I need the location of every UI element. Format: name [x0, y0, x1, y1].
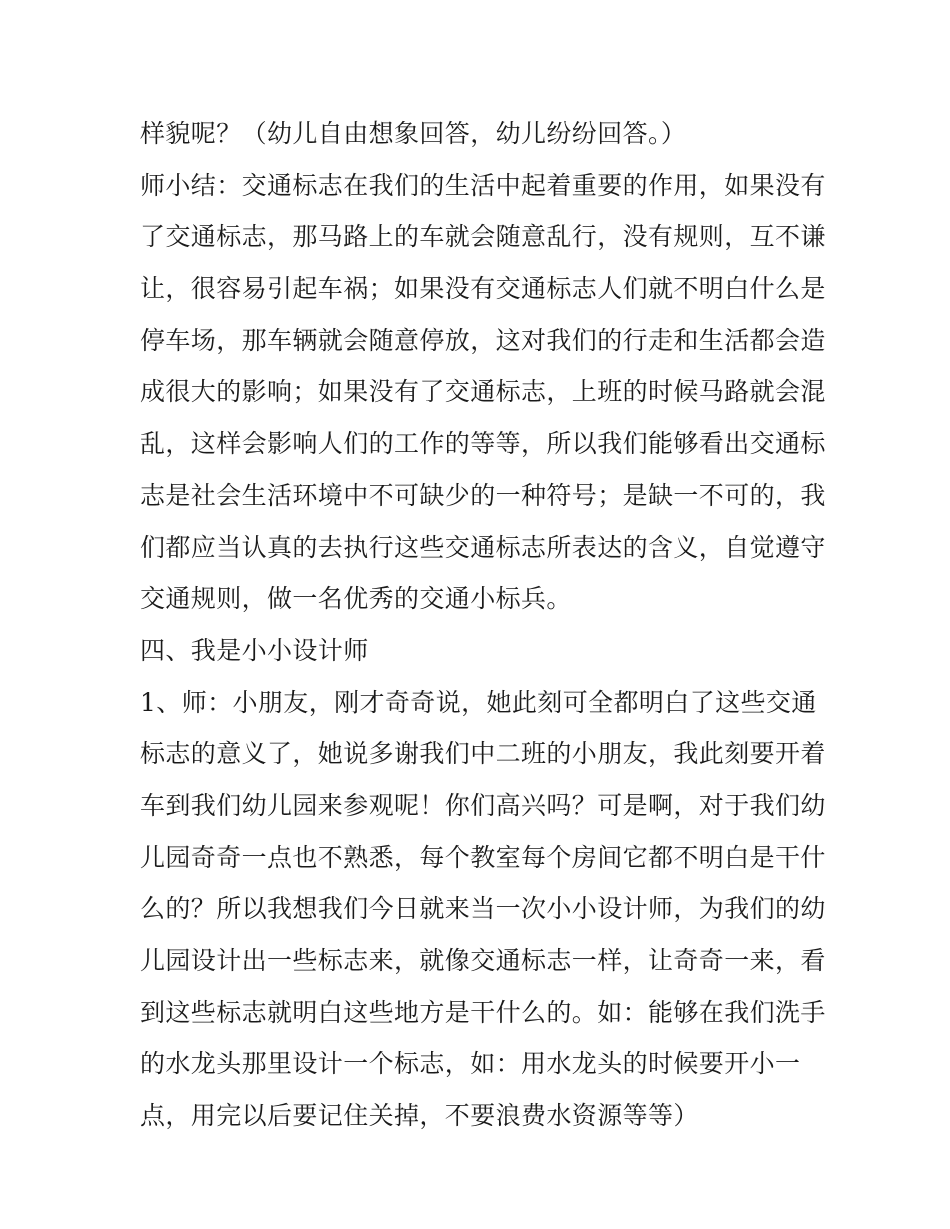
- text-line: 点，用完以后要记住关掉，不要浪费水资源等等）: [140, 1101, 699, 1131]
- text-line: 么的？所以我想我们今日就来当一次小小设计师，为我们的幼: [140, 894, 826, 924]
- text-line: 停车场，那车辆就会随意停放，这对我们的行走和生活都会造: [140, 325, 826, 355]
- text-line: 了交通标志，那马路上的车就会随意乱行，没有规则，互不谦: [140, 222, 826, 252]
- text-line: 标志的意义了，她说多谢我们中二班的小朋友，我此刻要开着: [140, 739, 826, 769]
- text-line: 师小结：交通标志在我们的生活中起着重要的作用，如果没有: [140, 170, 826, 200]
- document-body: [140, 108, 826, 1142]
- text-line: 1、师：小朋友，刚才奇奇说，她此刻可全都明白了这些交通: [140, 687, 817, 717]
- text-line: 儿园设计出一些标志来，就像交通标志一样，让奇奇一来，看: [140, 946, 826, 975]
- text-line: 志是社会生活环境中不可缺少的一种符号；是缺一不可的，我: [140, 480, 826, 510]
- text-line: 让，很容易引起车祸；如果没有交通标志人们就不明白什么是: [140, 274, 826, 304]
- text-line: 儿园奇奇一点也不熟悉，每个教室每个房间它都不明白是干什: [140, 842, 826, 872]
- text-line: 们都应当认真的去执行这些交通标志所表达的含义，自觉遵守: [140, 532, 826, 562]
- text-line: 的水龙头那里设计一个标志，如：用水龙头的时候要开小一: [140, 1049, 801, 1079]
- section-heading: 四、我是小小设计师: [140, 635, 369, 665]
- text-line: 样貌呢？（幼儿自由想象回答，幼儿纷纷回答。）: [140, 119, 687, 148]
- text-line: 到这些标志就明白这些地方是干什么的。如：能够在我们洗手: [140, 997, 826, 1027]
- text-line: 车到我们幼儿园来参观呢！你们高兴吗？可是啊，对于我们幼: [140, 790, 826, 820]
- text-line: 成很大的影响；如果没有了交通标志，上班的时候马路就会混: [140, 377, 826, 407]
- text-line: 乱，这样会影响人们的工作的等等，所以我们能够看出交通标: [140, 429, 826, 459]
- text-line: 交通规则，做一名优秀的交通小标兵。: [140, 584, 572, 614]
